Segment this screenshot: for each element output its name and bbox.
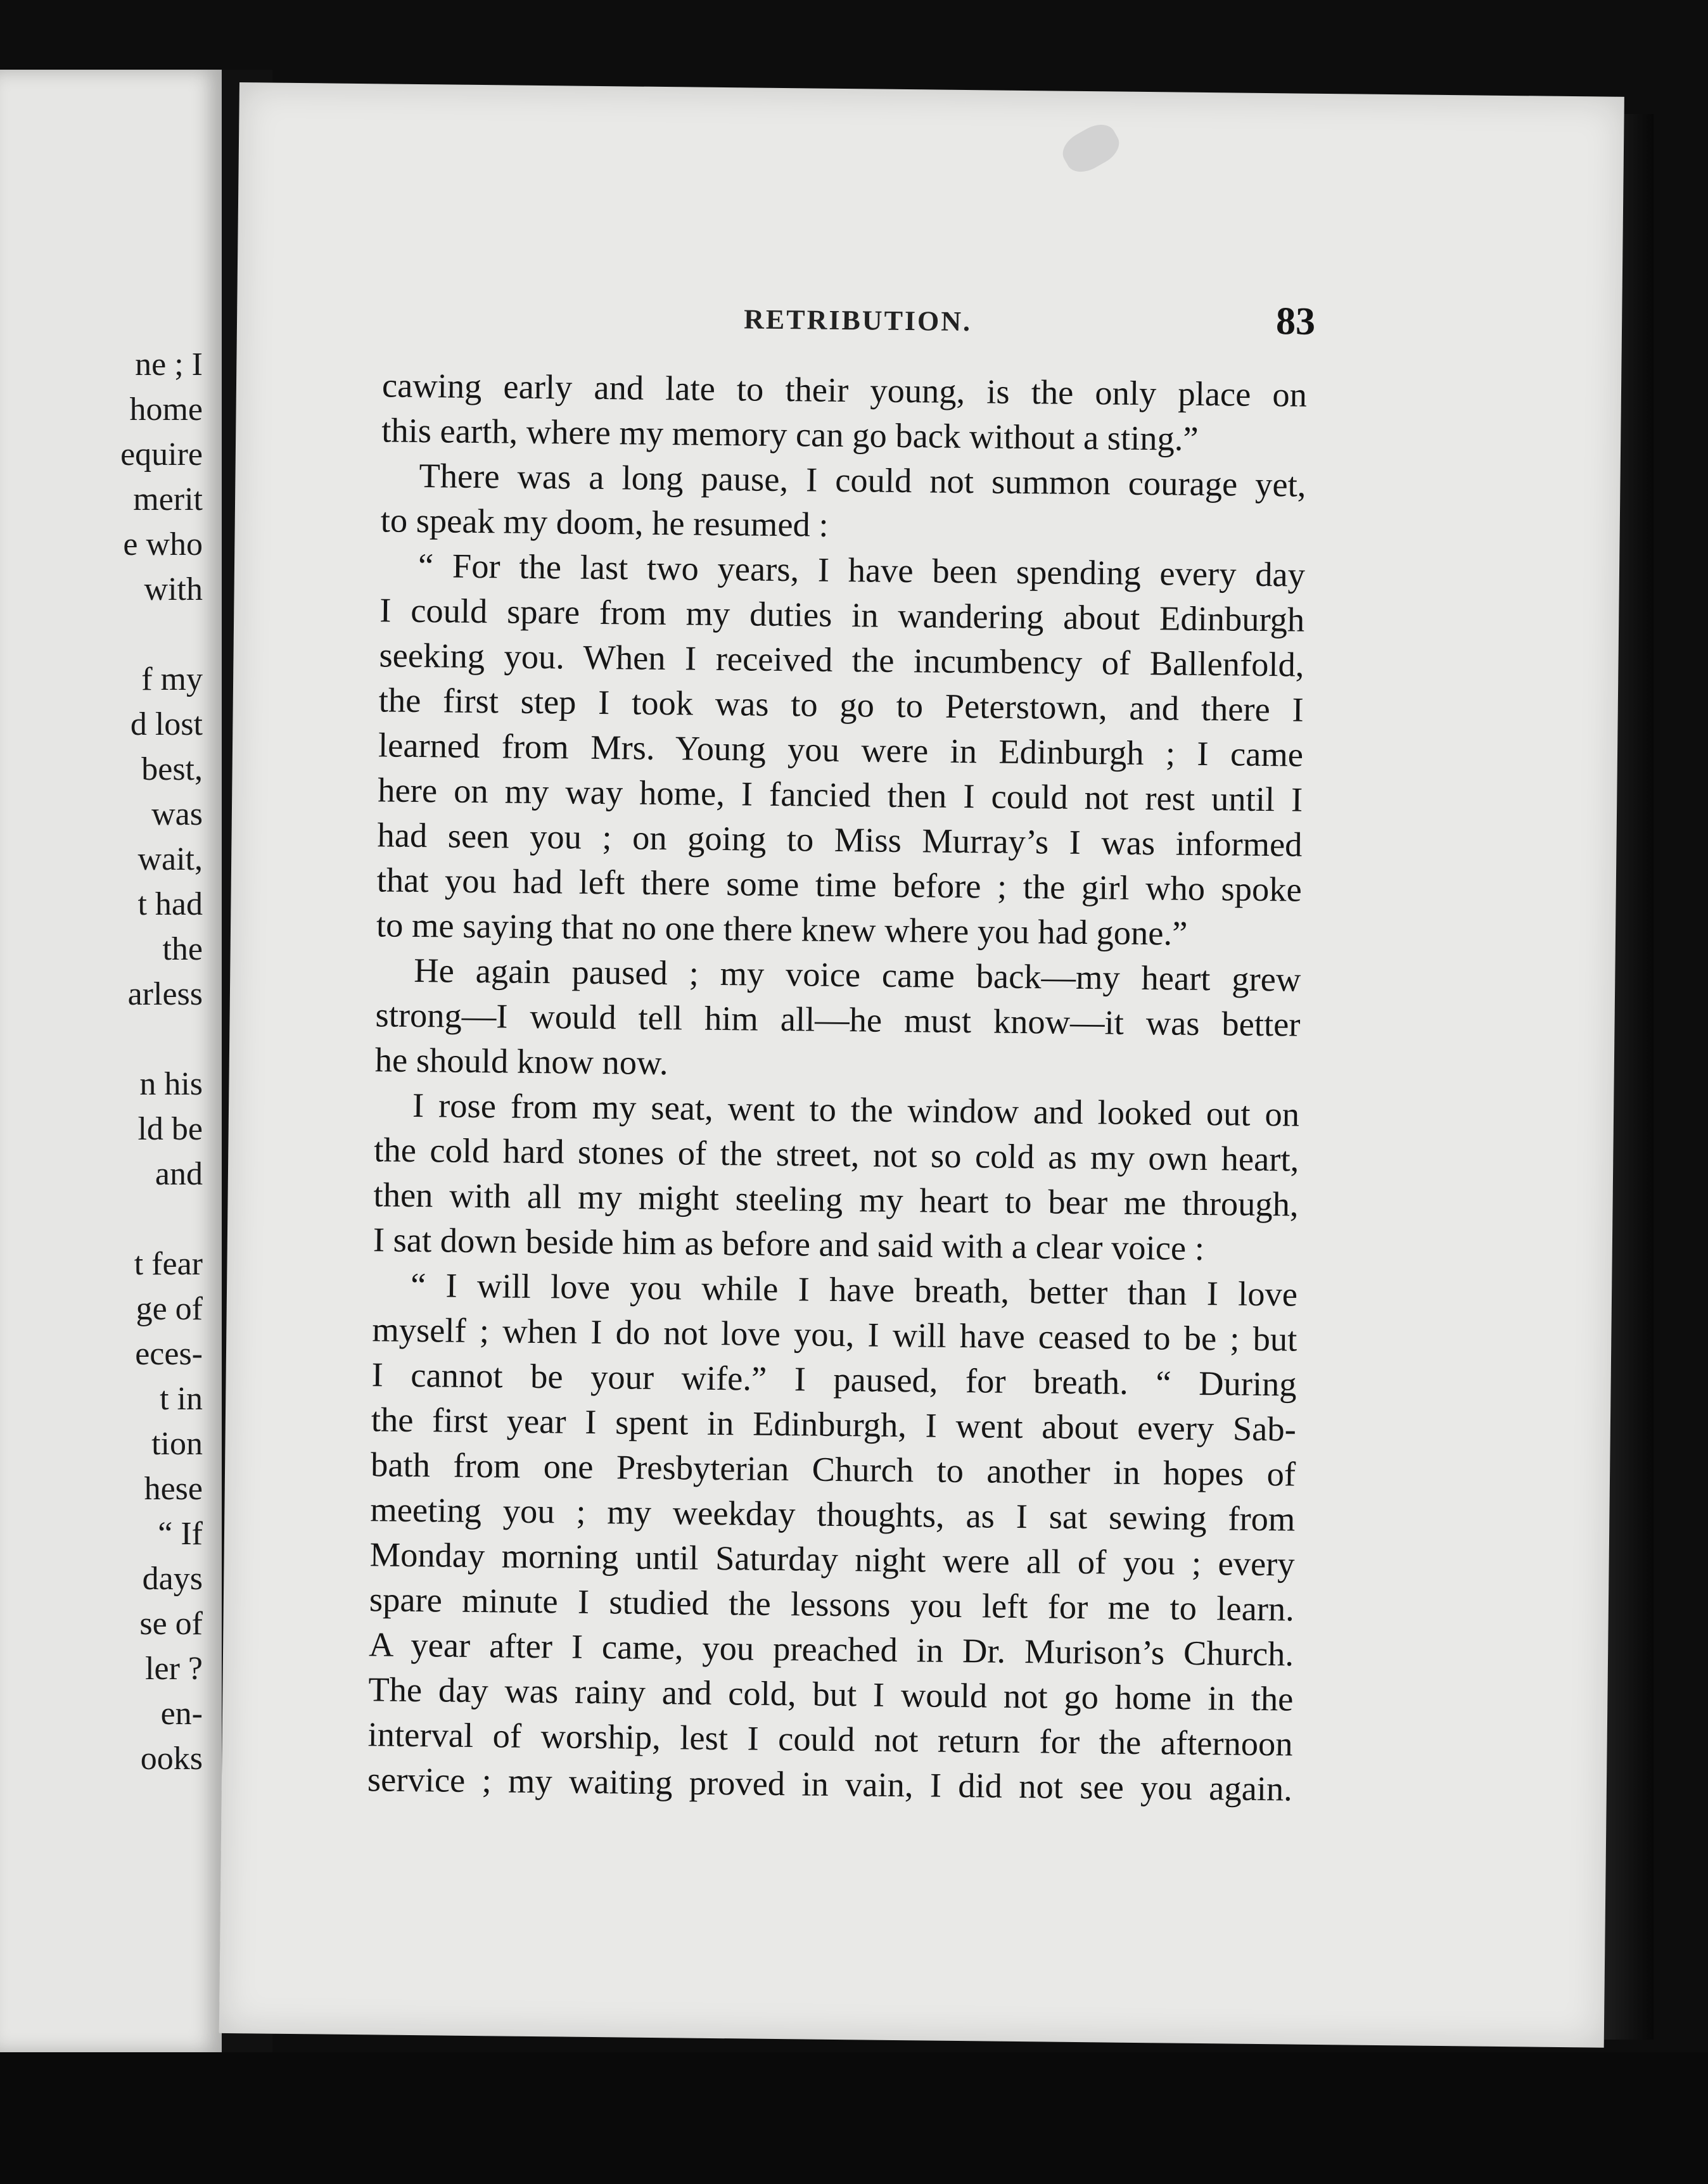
text-line: strong—I would tell him all—he must know—it was better bbox=[375, 995, 1301, 1044]
left-fragment-line: hese bbox=[144, 1471, 203, 1507]
left-fragment-line: “ If bbox=[158, 1516, 203, 1552]
left-fragment-line: home bbox=[129, 391, 203, 428]
left-fragment-line: the bbox=[162, 931, 203, 967]
text-line: I cannot be your wife.” I paused, for breath. “ During bbox=[371, 1355, 1297, 1404]
left-fragment-line: merit bbox=[133, 481, 203, 517]
left-fragment-line: was bbox=[151, 796, 203, 832]
left-page-text-fragments bbox=[120, 342, 203, 1781]
left-fragment-line bbox=[120, 1197, 203, 1241]
running-head: RETRIBUTION. bbox=[743, 303, 972, 338]
text-line: to speak my doom, he resumed : bbox=[380, 500, 829, 544]
left-fragment-line: se of bbox=[139, 1606, 203, 1642]
page-number: 83 bbox=[1275, 300, 1316, 343]
left-fragment-line: and bbox=[155, 1156, 203, 1192]
left-fragment-line: wait, bbox=[137, 841, 203, 877]
body-text bbox=[367, 362, 1308, 1811]
left-fragment-line: ler ? bbox=[145, 1651, 203, 1687]
left-fragment-line: eces- bbox=[135, 1336, 203, 1372]
text-line: the first year I spent in Edinburgh, I went about every Sab- bbox=[371, 1400, 1297, 1449]
text-line: service ; my waiting proved in vain, I did not see you again. bbox=[367, 1760, 1293, 1808]
left-fragment-line: ooks bbox=[140, 1741, 203, 1777]
right-page bbox=[219, 82, 1624, 2048]
left-fragment-line: ld be bbox=[137, 1111, 203, 1147]
text-line: cawing early and late to their young, is the only place on bbox=[381, 365, 1308, 414]
text-line: myself ; when I do not love you, I will have ceased to be ; but bbox=[372, 1310, 1297, 1359]
text-line: the first step I took was to go to Peterstown, and there I bbox=[378, 680, 1304, 729]
left-fragment-line: ge of bbox=[136, 1291, 203, 1327]
left-fragment-line: days bbox=[142, 1561, 203, 1597]
left-fragment-line: ne ; I bbox=[135, 346, 203, 383]
text-line: this earth, where my memory can go back without a sting.” bbox=[381, 410, 1199, 458]
text-line: seeking you. When I received the incumbency of Ballenfold, bbox=[379, 635, 1304, 684]
paper-blemish bbox=[1057, 118, 1125, 179]
text-line: I sat down beside him as before and said with a clear voice : bbox=[373, 1220, 1205, 1268]
text-line: A year after I came, you preached in Dr. Murison’s Church. bbox=[368, 1625, 1294, 1673]
text-line: interval of worship, lest I could not return for the afternoon bbox=[367, 1715, 1293, 1763]
text-line: here on my way home, I fancied then I could not rest until I bbox=[377, 770, 1303, 819]
text-line: I could spare from my duties in wandering about Edinburgh bbox=[379, 590, 1305, 639]
left-fragment-line bbox=[120, 1017, 203, 1062]
text-line: There was a long pause, I could not summon courage yet, bbox=[419, 456, 1306, 504]
left-fragment-line: t had bbox=[137, 886, 203, 922]
left-fragment-line: n his bbox=[139, 1066, 203, 1102]
scan-border bbox=[0, 2052, 1708, 2184]
text-line: The day was rainy and cold, but I would not go home in the bbox=[368, 1670, 1294, 1718]
left-fragment-line: t fear bbox=[134, 1246, 203, 1282]
left-fragment-line: arless bbox=[127, 976, 203, 1012]
left-fragment-line: d lost bbox=[130, 706, 203, 742]
text-line: I rose from my seat, went to the window and looked out on bbox=[412, 1085, 1300, 1134]
left-fragment-line: best, bbox=[141, 751, 203, 787]
text-line: spare minute I studied the lessons you left for me to learn. bbox=[369, 1580, 1295, 1628]
left-fragment-line: f my bbox=[141, 661, 203, 697]
text-line: He again paused ; my voice came back—my heart grew bbox=[414, 950, 1301, 999]
left-fragment-line: e who bbox=[123, 526, 203, 562]
left-fragment-line: equire bbox=[120, 436, 203, 473]
text-line: the cold hard stones of the street, not so cold as my own heart, bbox=[374, 1130, 1299, 1179]
text-line: that you had left there some time before ; the girl who spoke bbox=[376, 860, 1303, 909]
text-line: to me saying that no one there knew where you had gone.” bbox=[376, 905, 1188, 953]
text-line: Monday morning until Saturday night were all of you ; every bbox=[369, 1535, 1295, 1584]
text-line: had seen you ; on going to Miss Murray’s I was informed bbox=[377, 815, 1303, 864]
left-fragment-line: with bbox=[144, 571, 203, 607]
text-line: “ I will love you while I have breath, better than I love bbox=[410, 1265, 1298, 1314]
text-line: bath from one Presbyterian Church to another in hopes of bbox=[370, 1445, 1296, 1494]
left-fragment-line: tion bbox=[151, 1426, 203, 1462]
text-line: then with all my might steeling my heart to bear me through, bbox=[373, 1175, 1299, 1224]
text-line: “ For the last two years, I have been spending every day bbox=[417, 545, 1306, 594]
left-fragment-line: t in bbox=[160, 1381, 203, 1417]
left-fragment-line: en- bbox=[160, 1696, 203, 1732]
text-line: learned from Mrs. Young you were in Edinburgh ; I came bbox=[378, 725, 1304, 774]
left-fragment-line bbox=[120, 612, 203, 657]
left-page bbox=[0, 70, 222, 2052]
text-line: meeting you ; my weekday thoughts, as I sat sewing from bbox=[370, 1490, 1296, 1539]
text-line: he should know now. bbox=[374, 1040, 668, 1082]
